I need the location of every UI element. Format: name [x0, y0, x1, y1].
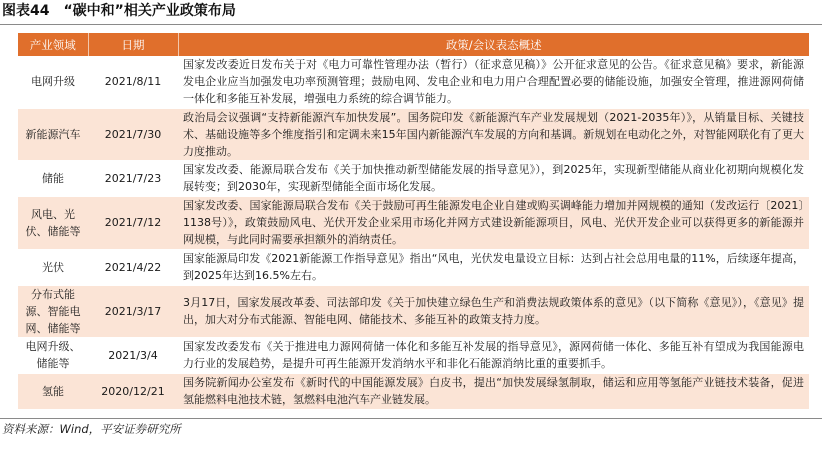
row-date: 2020/12/21	[88, 373, 178, 409]
row-description: 国务院新闻办公室发布《新时代的中国能源发展》白皮书，提出“加快发展绿氢制取，储运和应用等氢能产业链技术装备，促进氢能燃料电池技术链，氢燃料电池汽车产业链发展。	[178, 373, 809, 409]
table-row	[18, 285, 809, 337]
header-description: 政策/会议表态概述	[178, 33, 809, 56]
row-date: 2021/8/11	[88, 56, 178, 108]
table-row	[18, 337, 809, 373]
row-date: 2021/7/23	[88, 160, 178, 196]
row-date: 2021/3/4	[88, 337, 178, 373]
row-date: 2021/3/17	[88, 285, 178, 337]
row-date: 2021/7/12	[88, 196, 178, 249]
figure-caption: “碳中和”相关产业政策布局	[63, 3, 236, 19]
header-date: 日期	[88, 33, 178, 56]
table-row	[18, 196, 809, 249]
policy-table-container	[18, 33, 809, 410]
row-description: 政治局会议强调“支持新能源汽车加快发展”。国务院印发《新能源汽车产业发展规划（2021-2035年）》，从销量目标、关键技术、基础设施等多个维度指引和定调未来15年国内新能源汽车发展的方向和基调。新规划在电动化之外，对智能网联化有了更大力度推动。	[178, 108, 809, 160]
figure-title	[0, 0, 822, 25]
table-row	[18, 160, 809, 196]
row-category: 储能	[18, 160, 88, 196]
row-date: 2021/4/22	[88, 249, 178, 285]
row-description: 国家发改委近日发布关于对《电力可靠性管理办法（暂行）（征求意见稿）》公开征求意见的公告。《征求意见稿》要求，新能源发电企业应当加强发电功率预测管理；鼓励电网、发电企业和电力用户合理配置必要的储能设施，加强安全管理，推进源网荷储一体化和多能互补发展，增强电力系统的综合调节能力。	[178, 56, 809, 108]
figure-number: 图表44	[2, 3, 50, 19]
row-date: 2021/7/30	[88, 108, 178, 160]
row-category: 风电、光伏、储能等	[18, 196, 88, 249]
table-row	[18, 108, 809, 160]
header-category: 产业领域	[18, 33, 88, 56]
source-note: 资料来源：Wind，平安证券研究所	[0, 418, 822, 440]
row-category: 电网升级	[18, 56, 88, 108]
row-description: 国家能源局印发《2021新能源工作指导意见》指出“风电，光伏发电量设立目标：达到占社会总用电量的11%，后续逐年提高，到2025年达到16.5%左右。	[178, 249, 809, 285]
policy-table	[18, 33, 809, 410]
row-category: 电网升级、储能等	[18, 337, 88, 373]
row-description: 国家发改委发布《关于推进电力源网荷储一体化和多能互补发展的指导意见》，源网荷储一体化、多能互补有望成为我国能源电力行业的发展趋势，是提升可再生能源开发消纳水平和非化石能源消纳比重的重要抓手。	[178, 337, 809, 373]
table-header-row	[18, 33, 809, 56]
table-row	[18, 373, 809, 409]
row-description: 国家发改委、国家能源局联合发布《关于鼓励可再生能源发电企业自建或购买调峰能力增加并网规模的通知（发改运行〔2021〕1138号）》，政策鼓励风电、光伏开发企业采用市场化并网方式建设新能源项目，风电、光伏开发企业可以获得更多的新能源并网规模，与此同时需要承担额外的消纳责任。	[178, 196, 809, 249]
row-category: 新能源汽车	[18, 108, 88, 160]
row-category: 氢能	[18, 373, 88, 409]
table-row	[18, 56, 809, 108]
row-description: 国家发改委、能源局联合发布《关于加快推动新型储能发展的指导意见》），到2025年，实现新型储能从商业化初期向规模化发展转变；到2030年，实现新型储能全面市场化发展。	[178, 160, 809, 196]
row-category: 光伏	[18, 249, 88, 285]
row-category: 分布式能源、智能电网、储能等	[18, 285, 88, 337]
table-row	[18, 249, 809, 285]
row-description: 3月17日，国家发展改革委、司法部印发《关于加快建立绿色生产和消费法规政策体系的意见》（以下简称《意见》），《意见》提出，加大对分布式能源、智能电网、储能技术、多能互补的政策支持力度。	[178, 285, 809, 337]
